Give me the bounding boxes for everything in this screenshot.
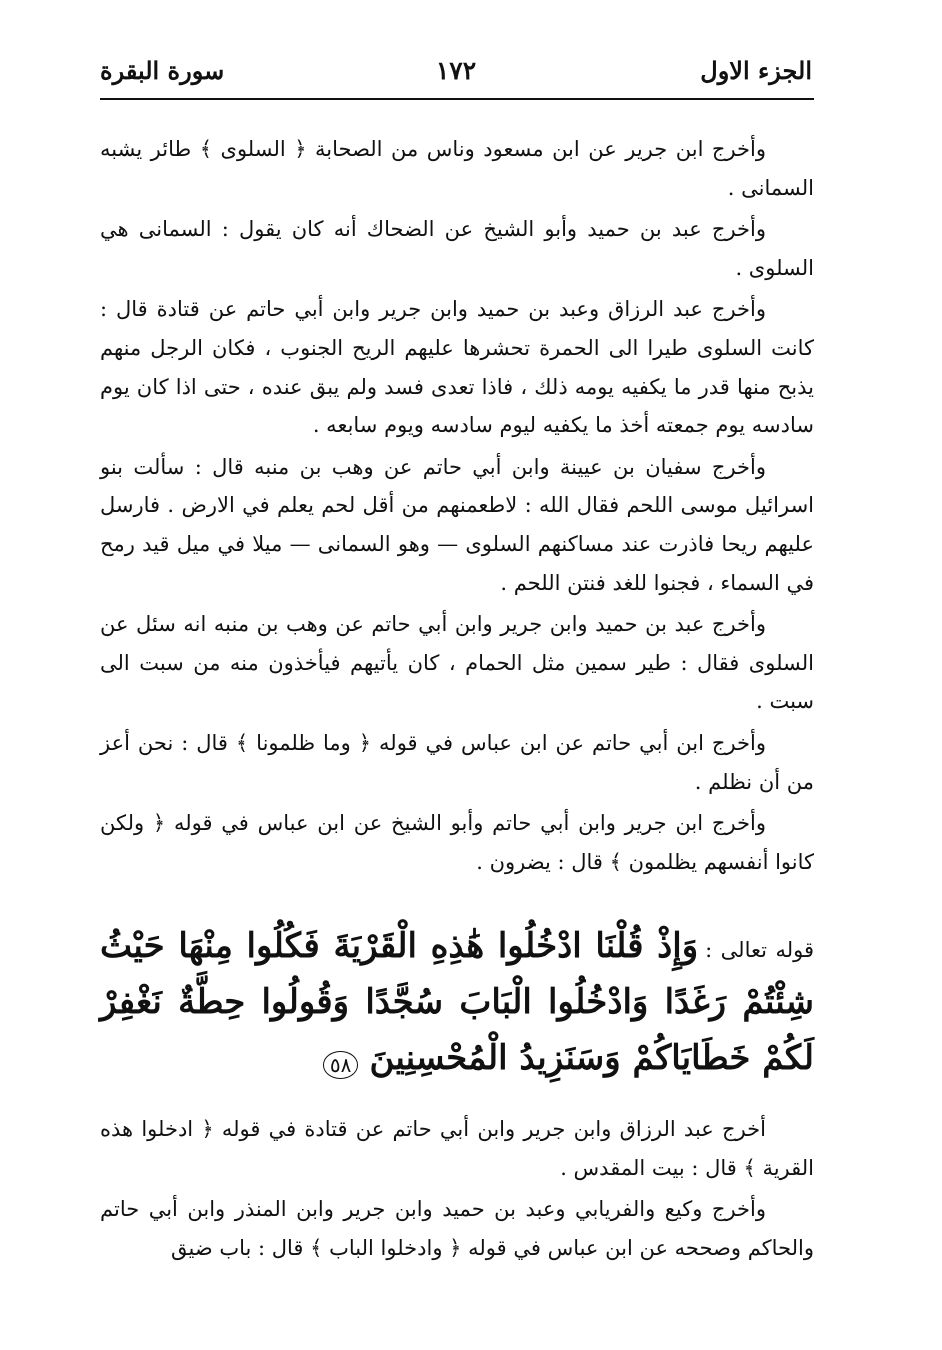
paragraph: وأخرج عبد بن حميد وأبو الشيخ عن الضحاك أنه كان يقول : السمانى هي السلوى . xyxy=(100,217,814,280)
commentary-body-continued xyxy=(100,1110,814,1267)
verse-text: وَإِذْ قُلْنَا ادْخُلُوا هَٰذِهِ الْقَرْيَةَ فَكُلُوا مِنْهَا حَيْثُ شِئْتُمْ رَغَدًا وَادْخُلُوا الْبَابَ سُجَّدًا وَقُولُوا حِطَّةٌ نَغْفِرْ لَكُمْ خَطَايَاكُمْ وَسَنَزِيدُ الْمُحْسِنِينَ xyxy=(100,926,814,1078)
paragraph: أخرج عبد الرزاق وابن جرير وابن أبي حاتم عن قتادة في قوله ﴿ ادخلوا هذه القرية ﴾ قال : بيت المقدس . xyxy=(100,1117,814,1180)
paragraph: وأخرج ابن أبي حاتم عن ابن عباس في قوله ﴿ وما ظلمونا ﴾ قال : نحن أعز من أن نظلم . xyxy=(100,730,814,794)
paragraph: وأخرج ابن جرير عن ابن مسعود وناس من الصحابة ﴿ السلوى ﴾ طائر يشبه السمانى . xyxy=(100,137,814,200)
header-divider xyxy=(100,98,814,100)
volume-label: الجزء الاول xyxy=(700,56,812,85)
verse-intro: قوله تعالى : xyxy=(705,938,814,962)
verse-number-marker: ٥٨ xyxy=(323,1051,358,1079)
paragraph: وأخرج وكيع والفريابي وعبد بن حميد وابن جرير وابن المنذر وابن أبي حاتم والحاكم وصححه عن ابن عباس في قوله ﴿ وادخلوا الباب ﴾ قال : باب ضيق xyxy=(100,1197,814,1260)
page-number: ١٧٢ xyxy=(435,56,477,85)
paragraph: وأخرج عبد الرزاق وعبد بن حميد وابن جرير وابن أبي حاتم عن قتادة قال : كانت السلوى طيرا الى الحمرة تحشرها عليهم الريح الجنوب ، فكان الرجل منهم يذبح منها قدر ما يكفيه يومه ذلك ، فاذا تعدى فسد ولم يبق عنده ، حتى اذا كان يوم سادسه يوم جمعته أخذ ما يكفيه ليوم سادسه ويوم سابعه . xyxy=(100,297,814,438)
quran-verse-block xyxy=(100,918,814,1086)
surah-title: سورة البقرة xyxy=(100,56,225,85)
paragraph: وأخرج سفيان بن عيينة وابن أبي حاتم عن وهب بن منبه قال : سألت بنو اسرائيل موسى اللحم فقال الله : لاطعمنهم من أقل لحم يعلم في الارض . فارسل عليهم ريحا فاذرت عند مساكنهم السلوى — وهو السمانى — ميلا في ميل قيد رمح في السماء ، فجنوا للغد فنتن اللحم . xyxy=(100,454,814,595)
page-header xyxy=(100,56,812,96)
paragraph: وأخرج ابن جرير وابن أبي حاتم وأبو الشيخ عن ابن عباس في قوله ﴿ ولكن كانوا أنفسهم يظلمون ﴾ قال : يضرون . xyxy=(100,811,814,874)
commentary-body xyxy=(100,130,814,881)
paragraph: وأخرج عبد بن حميد وابن جرير وابن أبي حاتم عن وهب بن منبه انه سئل عن السلوى فقال : طير سمين مثل الحمام ، كان يأتيهم فيأخذون منه من سبت الى سبت . xyxy=(100,612,814,714)
